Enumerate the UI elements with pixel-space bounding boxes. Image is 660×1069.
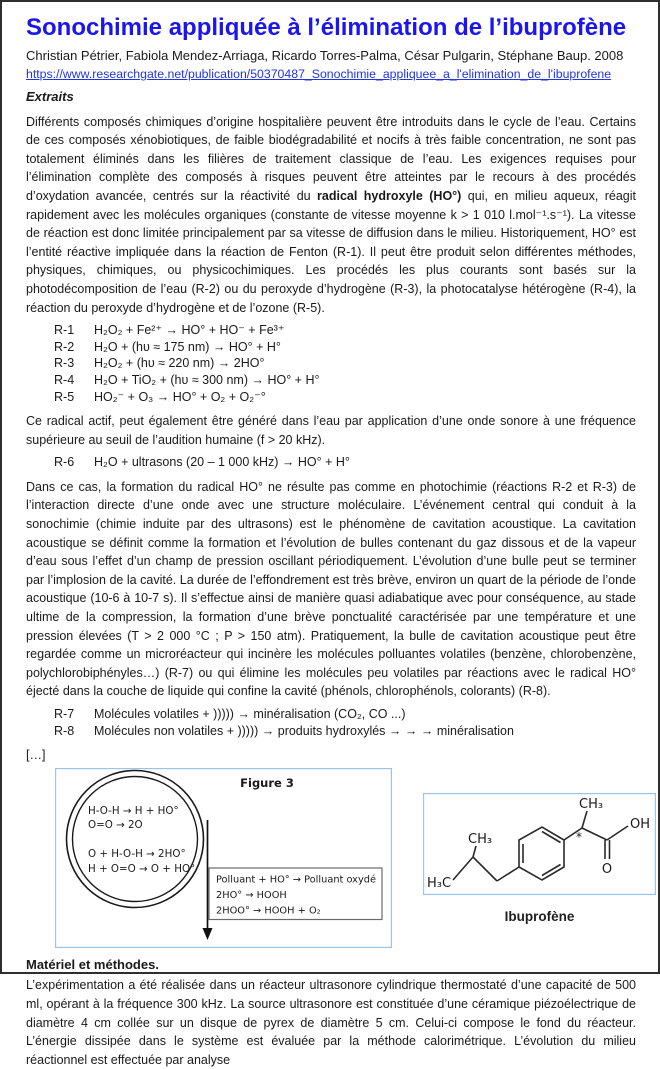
methods-heading: Matériel et méthodes. — [26, 956, 159, 972]
ellipsis-marker: […] — [26, 748, 46, 763]
bubble-reaction-line: H-O-H → H + HO° — [88, 804, 179, 817]
reaction-list-3 — [54, 706, 636, 739]
reaction-formula: H₂O + (hυ ≈ 175 nm) → HO° + H° — [94, 339, 281, 354]
radical-hydroxyle-bold: radical hydroxyle (HO°) — [317, 188, 462, 203]
ibuprofen-caption: Ibuprofène — [504, 909, 575, 925]
reaction-row — [54, 706, 636, 723]
atom-label-o: O — [601, 861, 613, 877]
reaction-id: R-3 — [54, 356, 75, 371]
reaction-formula: H₂O + ultrasons (20 – 1 000 kHz) → HO° + H° — [94, 455, 350, 470]
reaction-row — [54, 723, 636, 740]
reaction-id: R-8 — [54, 723, 75, 738]
reaction-formula: H₂O + TiO₂ + (hυ ≈ 300 nm) → HO° + H° — [94, 372, 320, 387]
paragraph-intro — [26, 113, 636, 318]
pollutant-reaction-line: 2HOO° → HOOH + O₂ — [216, 905, 321, 917]
source-link[interactable]: https://www.researchgate.net/publication/50370487_Sonochimie_appliquee_a_l'elimination_de_l'ibuprofene — [26, 67, 612, 81]
atom-label-ch3-top: CH₃ — [579, 796, 604, 812]
reaction-id: R-1 — [54, 323, 75, 338]
reaction-formula: Molécules volatiles + ))))) → minéralisation (CO₂, CO ...) — [94, 707, 406, 721]
page-title: Sonochimie appliquée à l’élimination de l’ibuprofène — [26, 14, 627, 41]
bubble-reaction-line: O=O → 2O — [88, 818, 143, 831]
ibuprofen-structure — [423, 793, 656, 895]
section-heading-extraits: Extraits — [26, 89, 74, 104]
reaction-id: R-6 — [54, 455, 75, 470]
atom-label-oh: OH — [630, 816, 651, 832]
figures-row — [55, 768, 651, 948]
reaction-row — [54, 372, 636, 389]
reaction-list-2 — [54, 454, 636, 471]
ibuprofen-figure — [423, 793, 656, 927]
paragraph-cavitation: Dans ce cas, la formation du radical HO° ne résulte pas comme en photochimie (réactions R-2 et R-3) de l’interaction directe d’une onde avec une structure moléculaire. L’événement central qui conduit à la sonochimie (chimie induite par des ultrasons) est le phénomène de cavitation acoustique. La cavitation acoustique se définit comme la formation et l’évolution de bulles contenant du gaz dissous et de la vapeur d’eau sous l’effet d’un champ de pression oscillant périodiquement. L’évolution d’une bulle peut se terminer par l’implosion de la cavité. La durée de l’effondrement est très brève, environ un quart de la période de l’onde acoustique (10-6 à 10-7 s). Il s’effectue ainsi de manière quasi adiabatique avec pour conséquence, au stade ultime de la compression, la formation d’une brève ponctualité caractérisée par une température et une pression élevées (T > 2 000 °C ; P > 150 atm). Pratiquement, la bulle de cavitation acoustique peut être regardée comme un microréacteur qui incinère les molécules polluantes volatiles (benzène, chlorobenzène, polychlorobiphényles…) (R-7) ou qui élimine les molécules peu volatiles par réactions avec le radical HO° éjecté dans la couche de liquide qui confine la cavité (phénols, chlorophénols, colorants) (R-8). — [26, 479, 636, 699]
atom-label-h3c: H₃C — [427, 875, 452, 891]
authors-line: Christian Pétrier, Fabiola Mendez-Arriaga, Ricardo Torres-Palma, César Pulgarin, Stéphane Baup. 2008 — [26, 48, 624, 63]
reaction-id: R-4 — [54, 372, 75, 387]
figure3-box — [55, 768, 392, 948]
chiral-center-asterisk: * — [576, 829, 582, 844]
atom-label-ch3-branch: CH₃ — [468, 831, 493, 847]
reaction-id: R-2 — [54, 339, 75, 354]
reaction-id: R-5 — [54, 389, 75, 404]
paragraph-intro-text-c: qui, en milieu aqueux, réagit rapidement avec les molécules organiques (constante de vitesse moyenne k > 1 010 l.mol⁻¹.s⁻¹). La vitesse de réaction est donc limitée principalement par sa vitesse de diffusion dans le milieu. Historiquement, HO° est l’entité réactive impliquée dans la réaction de Fenton (R-1). Il peut être produit selon différentes méthodes, physiques, chimiques, ou physicochimiques. Les procédés les plus courants sont basés sur la photodécomposition de l’eau (R-2) ou du peroxyde d’hydrogène (R-3), la photocatalyse hétérogène (R-4), la réaction du peroxyde d’hydrogène et de l’ozone (R-5). — [26, 188, 637, 315]
reaction-row — [54, 322, 636, 339]
figure3-svg — [55, 768, 392, 948]
bubble-reaction-line: H + O=O → O + HO° — [88, 862, 196, 875]
reaction-row — [54, 355, 636, 372]
pollutant-reaction-line: 2HO° → HOOH — [216, 889, 287, 901]
reaction-row — [54, 454, 636, 471]
bubble-reaction-line: O + H-O-H → 2HO° — [88, 847, 186, 860]
reaction-row — [54, 389, 636, 406]
methods-paragraph: L’expérimentation a été réalisée dans un réacteur ultrasonore cylindrique thermostaté d’une capacité de 500 ml, opérant à la fréquence 300 kHz. La source ultrasonore est constituée d’une céramique piézoélectrique de diamètre 4 cm collée sur un disque de pyrex de diamètre 5 cm. Celui-ci compose le fond du réacteur. L’énergie dissipée dans le système est évaluée par la méthode calorimétrique. L’évolution du milieu réactionnel est effectuée par analyse — [26, 978, 636, 1067]
figure3-label: Figure 3 — [240, 775, 294, 790]
reaction-list-1 — [54, 322, 636, 405]
reaction-formula: HO₂⁻ + O₃ → HO° + O₂ + O₂⁻° — [94, 389, 266, 404]
reaction-formula: H₂O₂ + (hυ ≈ 220 nm) → 2HO° — [94, 356, 265, 371]
reaction-id: R-7 — [54, 707, 75, 721]
reaction-formula: H₂O₂ + Fe²⁺ → HO° + HO⁻ + Fe³⁺ — [94, 323, 285, 338]
paragraph-sound-wave: Ce radical actif, peut également être généré dans l’eau par application d’une onde sonore à une fréquence supérieure au seuil de l’audition humaine (f > 20 kHz). — [26, 414, 636, 447]
reaction-formula: Molécules non volatiles + ))))) → produits hydroxylés → → → minéralisation — [94, 723, 514, 738]
pollutant-reaction-line: Polluant + HO° → Polluant oxydé — [216, 874, 377, 886]
paragraph-intro-text-a: Différents composés chimiques d’origine hospitalière peuvent être introduits dans le cycle de l’eau. Certains de ces composés xénobiotiques, de faible biodégradabilité et nocifs à très faible concentration, ne sont pas totalement éliminés dans les filières de traitement classique de l’eau. Les exigences requises pour l’élimination complète des composés à risques peuvent être atteintes par le recours à des procédés d’oxydation avancée, centrés sur la réactivité du — [26, 114, 636, 203]
reaction-row — [54, 339, 636, 356]
